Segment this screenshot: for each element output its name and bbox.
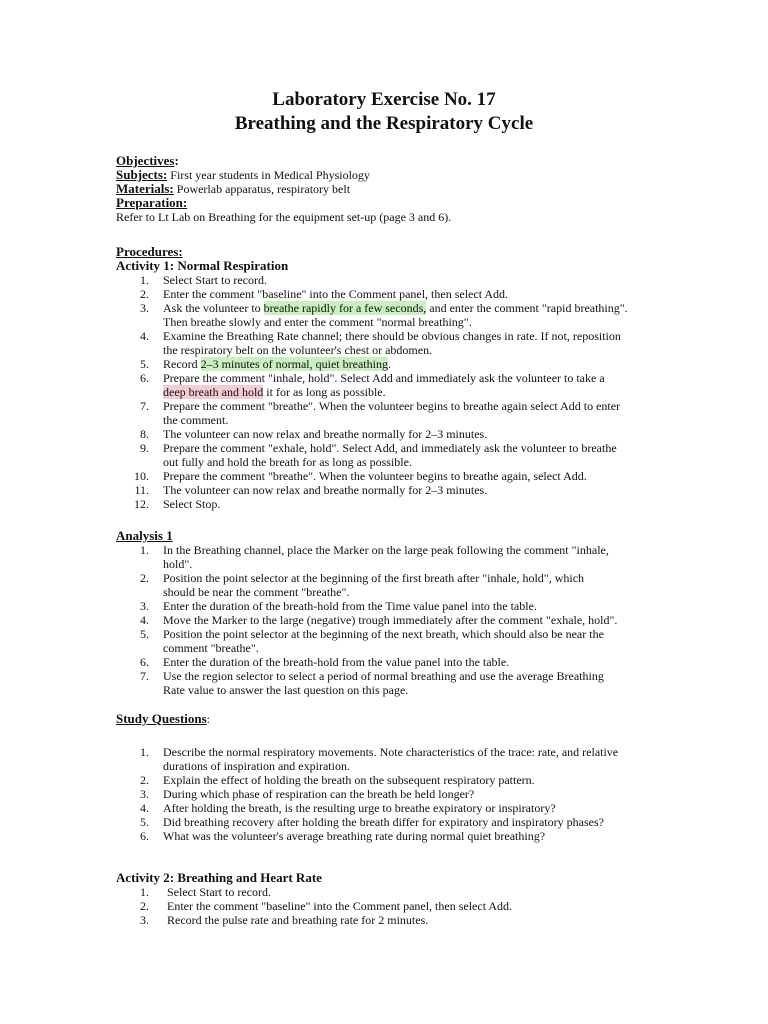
study-section: Study Questions: bbox=[116, 711, 211, 726]
analysis-steps-list bbox=[116, 543, 656, 697]
item-text: Did breathing recovery after holding the breath differ for expiratory and inspiratory phases? bbox=[163, 815, 604, 829]
item-text-continued bbox=[163, 385, 656, 399]
highlighted-text: breathe rapidly for a few seconds, bbox=[263, 301, 427, 315]
exercise-subtitle: Breathing and the Respiratory Cycle bbox=[234, 113, 534, 134]
item-number: 12. bbox=[134, 497, 149, 511]
activity1-title: Activity 1: Normal Respiration bbox=[116, 258, 289, 273]
list-item bbox=[116, 773, 656, 787]
item-text: Prepare the comment "breathe". When the volunteer begins to breathe again select Add to enter bbox=[163, 399, 621, 413]
list-item bbox=[116, 745, 656, 773]
list-item bbox=[116, 427, 656, 441]
item-text-post: . bbox=[387, 357, 391, 371]
item-number: 2. bbox=[140, 571, 149, 585]
list-item bbox=[116, 273, 656, 287]
item-text: During which phase of respiration can the breath be held longer? bbox=[163, 787, 475, 801]
study-questions-block bbox=[116, 745, 656, 843]
activity2-section bbox=[116, 871, 656, 927]
procedure-steps-list bbox=[116, 273, 656, 511]
item-text bbox=[163, 301, 656, 315]
item-number: 6. bbox=[140, 655, 149, 669]
item-text-continued: the respiratory belt on the volunteer's chest or abdomen. bbox=[163, 343, 433, 357]
item-text: Record the pulse rate and breathing rate for 2 minutes. bbox=[167, 913, 429, 927]
item-text-continued: Then breathe slowly and enter the comment "normal breathing". bbox=[163, 315, 472, 329]
item-text-continued: comment "breathe". bbox=[163, 641, 259, 655]
item-text: After holding the breath, is the resulting urge to breathe expiratory or inspiratory? bbox=[163, 801, 556, 815]
item-text: Prepare the comment "inhale, hold". Select Add and immediately ask the volunteer to take a bbox=[163, 371, 605, 385]
item-text: Enter the duration of the breath-hold from the value panel into the table. bbox=[163, 655, 510, 669]
item-text-post: it for as long as possible. bbox=[263, 385, 386, 399]
list-item bbox=[116, 627, 656, 655]
materials-label: Materials: bbox=[116, 181, 174, 196]
materials-value: Powerlab apparatus, respiratory belt bbox=[173, 182, 351, 196]
item-text: The volunteer can now relax and breathe normally for 2–3 minutes. bbox=[163, 483, 488, 497]
activity2-steps-list bbox=[116, 885, 656, 927]
item-text-continued: out fully and hold the breath for as long as possible. bbox=[163, 455, 412, 469]
item-number: 1. bbox=[140, 885, 149, 899]
item-number: 3. bbox=[140, 913, 149, 927]
item-number: 2. bbox=[140, 287, 149, 301]
item-number: 6. bbox=[140, 371, 149, 385]
item-text: Describe the normal respiratory movements. Note characteristics of the trace: rate, and relative bbox=[163, 745, 619, 759]
item-text: Select Stop. bbox=[163, 497, 221, 511]
item-text: Prepare the comment "exhale, hold". Select Add, and immediately ask the volunteer to breathe bbox=[163, 441, 617, 455]
list-item bbox=[116, 301, 656, 329]
item-text: Enter the comment "baseline" into the Comment panel, then select Add. bbox=[163, 287, 509, 301]
subjects-label: Subjects: bbox=[116, 167, 168, 182]
item-text: Move the Marker to the large (negative) trough immediately after the comment "exhale, hold". bbox=[163, 613, 618, 627]
highlighted-text: deep breath and hold bbox=[163, 385, 264, 399]
item-number: 3. bbox=[140, 301, 149, 315]
list-item bbox=[116, 801, 656, 815]
item-number: 10. bbox=[134, 469, 149, 483]
item-text-post: and enter the comment "rapid breathing". bbox=[426, 301, 628, 315]
list-item bbox=[116, 599, 656, 613]
item-number: 2. bbox=[140, 773, 149, 787]
item-number: 9. bbox=[140, 441, 149, 455]
item-number: 2. bbox=[140, 899, 149, 913]
list-item bbox=[116, 497, 656, 511]
analysis1-label: Analysis 1 bbox=[116, 528, 173, 543]
item-text-continued: hold". bbox=[163, 557, 193, 571]
preparation-text: Refer to Lt Lab on Breathing for the equipment set-up (page 3 and 6). bbox=[116, 210, 452, 224]
item-number: 7. bbox=[140, 669, 149, 683]
item-text bbox=[163, 357, 656, 371]
item-text-continued: durations of inspiration and expiration. bbox=[163, 759, 350, 773]
list-item bbox=[116, 571, 656, 599]
highlighted-text: 2–3 minutes of normal, quiet breathing bbox=[200, 357, 388, 371]
list-item bbox=[116, 371, 656, 399]
item-number: 5. bbox=[140, 627, 149, 641]
item-number: 11. bbox=[134, 483, 149, 497]
item-text: Examine the Breathing Rate channel; there should be obvious changes in rate. If not, reposition bbox=[163, 329, 621, 343]
list-item bbox=[116, 787, 656, 801]
item-text: Position the point selector at the beginning of the next breath, which should also be near the bbox=[163, 627, 604, 641]
list-item bbox=[116, 357, 656, 371]
item-number: 3. bbox=[140, 787, 149, 801]
item-text: The volunteer can now relax and breathe normally for 2–3 minutes. bbox=[163, 427, 488, 441]
header-section: Objectives: Subjects: First year students in Medical Physiology Materials: Powerlab apparatus, respiratory belt Preparation: Refer to Lt Lab on Breathing for the equipment set-up (page 3 and 6). bbox=[116, 154, 656, 224]
item-text-pre: Record bbox=[163, 357, 201, 371]
item-text: Enter the comment "baseline" into the Comment panel, then select Add. bbox=[167, 899, 513, 913]
item-number: 1. bbox=[140, 543, 149, 557]
item-text: Position the point selector at the beginning of the first breath after "inhale, hold", which bbox=[163, 571, 585, 585]
item-number: 1. bbox=[140, 745, 149, 759]
item-number: 3. bbox=[140, 599, 149, 613]
study-label: Study Questions bbox=[116, 711, 207, 726]
objectives-label: Objectives bbox=[116, 153, 175, 168]
item-number: 4. bbox=[140, 801, 149, 815]
list-item bbox=[116, 287, 656, 301]
list-item bbox=[116, 441, 656, 469]
list-item bbox=[116, 613, 656, 627]
item-text: Prepare the comment "breathe". When the volunteer begins to breathe again, select Add. bbox=[163, 469, 587, 483]
list-item bbox=[116, 399, 656, 427]
list-item bbox=[116, 829, 656, 843]
preparation-label: Preparation: bbox=[116, 195, 188, 210]
list-item bbox=[116, 543, 656, 571]
procedures-label: Procedures: bbox=[116, 244, 183, 259]
item-number: 1. bbox=[140, 273, 149, 287]
item-text: Explain the effect of holding the breath on the subsequent respiratory pattern. bbox=[163, 773, 535, 787]
list-item bbox=[116, 815, 656, 829]
item-text-continued: should be near the comment "breathe". bbox=[163, 585, 350, 599]
item-text-pre: Ask the volunteer to bbox=[163, 301, 264, 315]
study-questions-list bbox=[116, 745, 656, 843]
item-text: What was the volunteer's average breathing rate during normal quiet breathing? bbox=[163, 829, 546, 843]
list-item bbox=[116, 655, 656, 669]
list-item bbox=[116, 913, 656, 927]
item-number: 5. bbox=[140, 357, 149, 371]
exercise-title: Laboratory Exercise No. 17 bbox=[272, 89, 496, 110]
list-item bbox=[116, 885, 656, 899]
item-number: 4. bbox=[140, 613, 149, 627]
list-item bbox=[116, 669, 656, 697]
item-text-continued: the comment. bbox=[163, 413, 229, 427]
item-number: 6. bbox=[140, 829, 149, 843]
list-item bbox=[116, 329, 656, 357]
item-text: Use the region selector to select a period of normal breathing and use the average Breathing bbox=[163, 669, 604, 683]
item-text: Enter the duration of the breath-hold from the Time value panel into the table. bbox=[163, 599, 537, 613]
item-number: 4. bbox=[140, 329, 149, 343]
item-text: In the Breathing channel, place the Marker on the large peak following the comment "inhale, bbox=[163, 543, 609, 557]
list-item bbox=[116, 469, 656, 483]
item-number: 5. bbox=[140, 815, 149, 829]
analysis1-section bbox=[116, 529, 656, 697]
item-text-continued: Rate value to answer the last question on this page. bbox=[163, 683, 409, 697]
item-number: 8. bbox=[140, 427, 149, 441]
activity2-title: Activity 2: Breathing and Heart Rate bbox=[116, 870, 322, 885]
item-text: Select Start to record. bbox=[167, 885, 271, 899]
item-text: Select Start to record. bbox=[163, 273, 267, 287]
list-item bbox=[116, 483, 656, 497]
list-item bbox=[116, 899, 656, 913]
subjects-value: First year students in Medical Physiology bbox=[167, 168, 370, 182]
procedures-section bbox=[116, 245, 656, 511]
item-number: 7. bbox=[140, 399, 149, 413]
